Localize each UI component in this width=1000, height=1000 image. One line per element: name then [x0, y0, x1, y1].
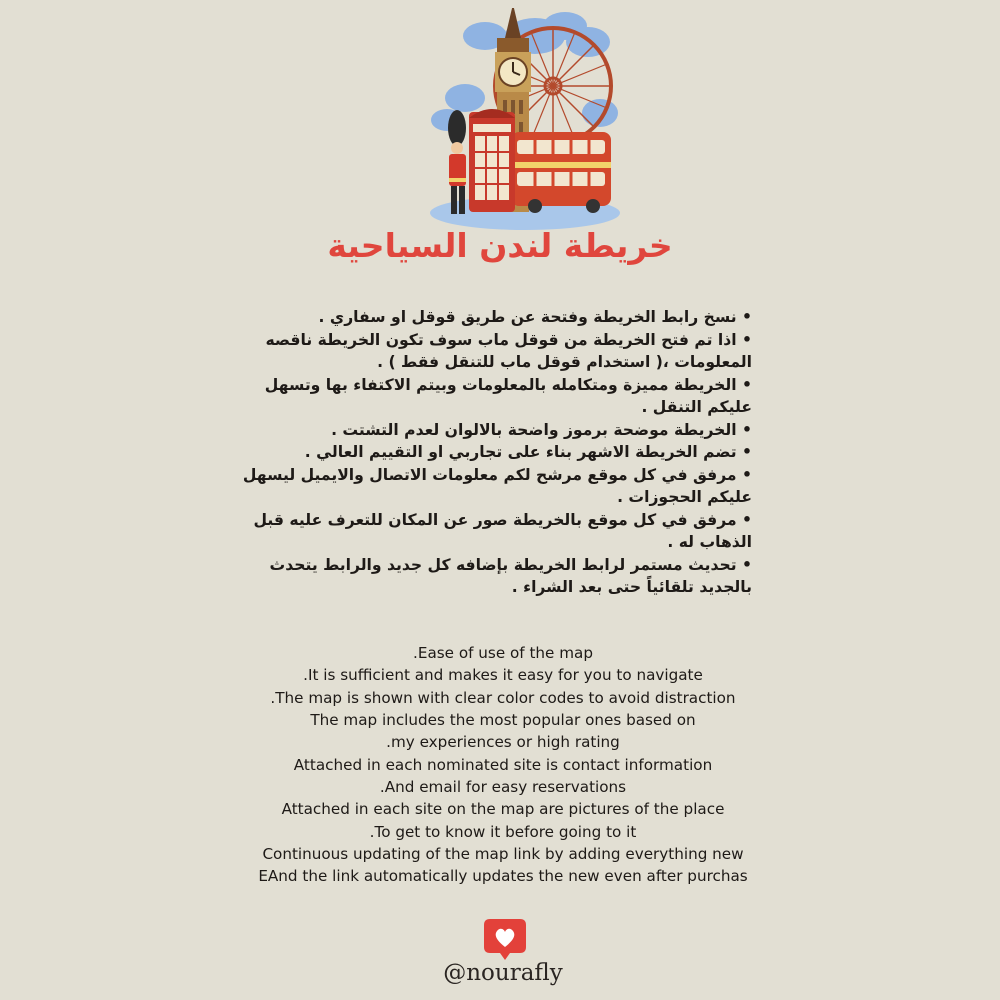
- english-line: .It is sufficient and makes it easy for you to navigate: [303, 666, 703, 685]
- list-item: • اذا تم فتح الخريطة من قوقل ماب سوف تكون الخريطة ناقصه المعلومات ،( استخدام قوقل ماب للتنقل فقط ) .: [265, 330, 752, 371]
- heart-chat-badge-icon: [482, 916, 528, 962]
- english-line: .And email for easy reservations: [379, 778, 627, 797]
- english-line: .Ease of use of the map: [413, 644, 593, 662]
- english-line: EAnd the link automatically updates the new even after purchas: [258, 867, 748, 886]
- list-item: • نسخ رابط الخريطة وفتحة عن طريق قوقل او سفاري .: [318, 308, 752, 326]
- english-line: Attached in each site on the map are pictures of the place: [281, 800, 725, 819]
- social-handle: @nourafly: [443, 960, 563, 986]
- london-landmarks-illustration: [425, 8, 625, 236]
- english-line: .To get to know it before going to it: [369, 822, 637, 841]
- page-title: خريطة لندن السياحية: [327, 226, 673, 265]
- list-item: • تضم الخريطة الاشهر بناء على تجاربي او التقييم العالي .: [304, 443, 752, 461]
- english-line: Continuous updating of the map link by adding everything new: [262, 845, 744, 864]
- english-line: .The map is shown with clear color codes to avoid distraction: [270, 688, 736, 707]
- arabic-feature-list: [240, 306, 752, 599]
- list-item: • الخريطة موضحة برموز واضحة بالالوان لعدم التشتت .: [331, 420, 752, 439]
- list-item: • مرفق في كل موقع مرشح لكم معلومات الاتصال والايميل ليسهل عليكم الحجوزات .: [242, 465, 752, 506]
- english-line: The map includes the most popular ones based on: [310, 711, 696, 730]
- list-item: • تحديث مستمر لرابط الخريطة بإضافه كل جديد والرابط يتحدث بالجديد تلقائياً حتى بعد الشراء .: [269, 555, 752, 596]
- english-feature-text: [0, 642, 1000, 888]
- english-line: .my experiences or high rating: [386, 733, 620, 752]
- english-line: Attached in each nominated site is contact information: [293, 755, 713, 774]
- list-item: • الخريطة مميزة ومتكامله بالمعلومات وبيتم الاكتفاء بها وتسهل عليكم التنقل .: [264, 375, 752, 416]
- list-item: • مرفق في كل موقع بالخريطة صور عن المكان للتعرف عليه قبل الذهاب له .: [253, 510, 752, 551]
